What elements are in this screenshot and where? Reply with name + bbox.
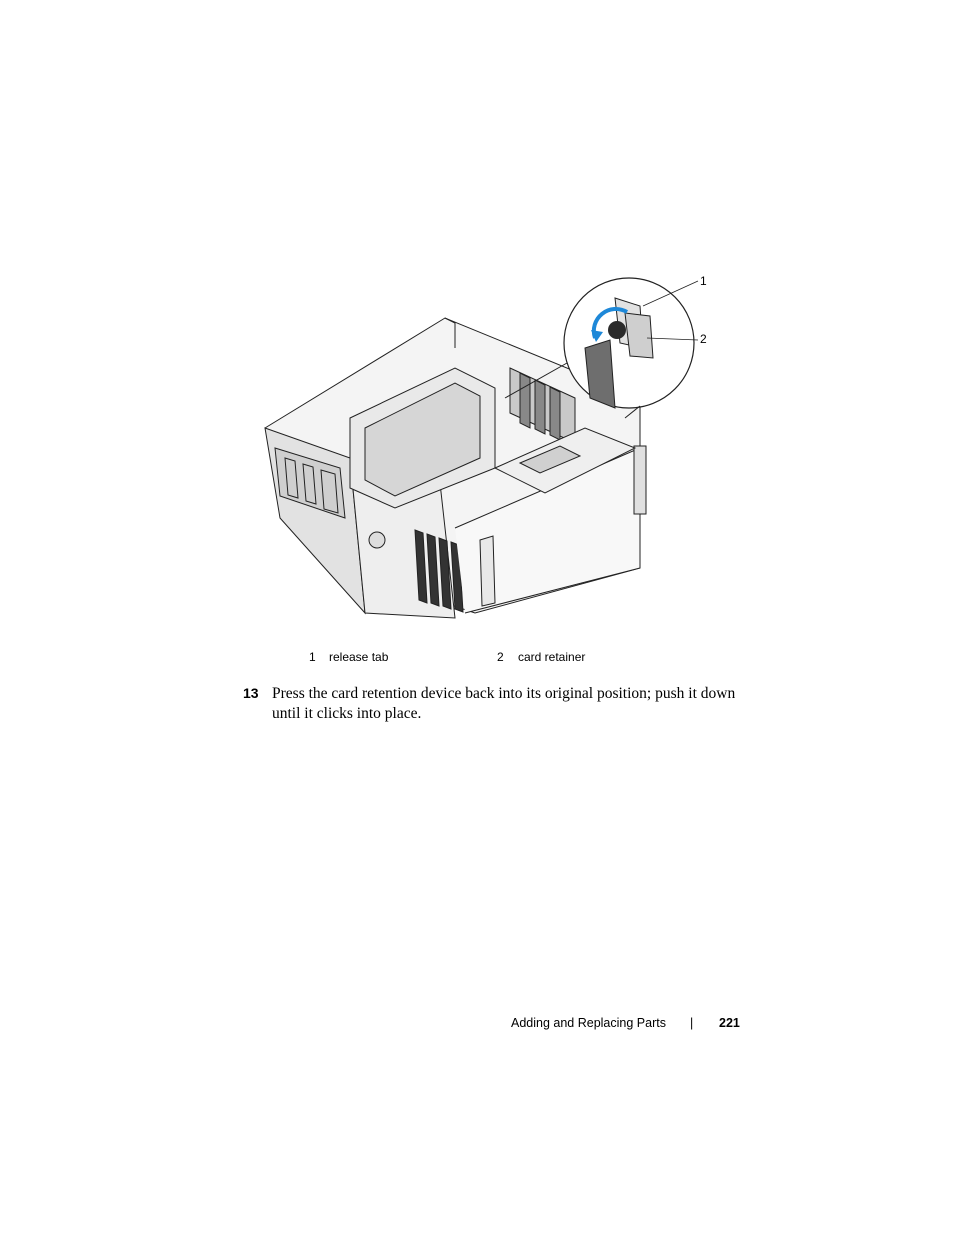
page-footer bbox=[0, 1016, 954, 1034]
legend-number: 2 bbox=[497, 650, 504, 664]
footer-separator: | bbox=[690, 1016, 694, 1030]
step-number: 13 bbox=[243, 685, 259, 701]
step-text: Press the card retention device back into its original position; push it down until it clicks into place. bbox=[272, 685, 736, 722]
footer-section-title: Adding and Replacing Parts bbox=[511, 1016, 666, 1030]
computer-illustration bbox=[255, 268, 725, 638]
figure-legend bbox=[0, 650, 954, 666]
legend-label: card retainer bbox=[518, 650, 586, 664]
callout-number: 2 bbox=[700, 332, 707, 346]
tower-chassis-drawing bbox=[255, 268, 725, 638]
legend-label: release tab bbox=[329, 650, 389, 664]
callout-number: 1 bbox=[700, 274, 707, 288]
legend-number: 1 bbox=[309, 650, 316, 664]
page-number: 221 bbox=[719, 1016, 740, 1030]
